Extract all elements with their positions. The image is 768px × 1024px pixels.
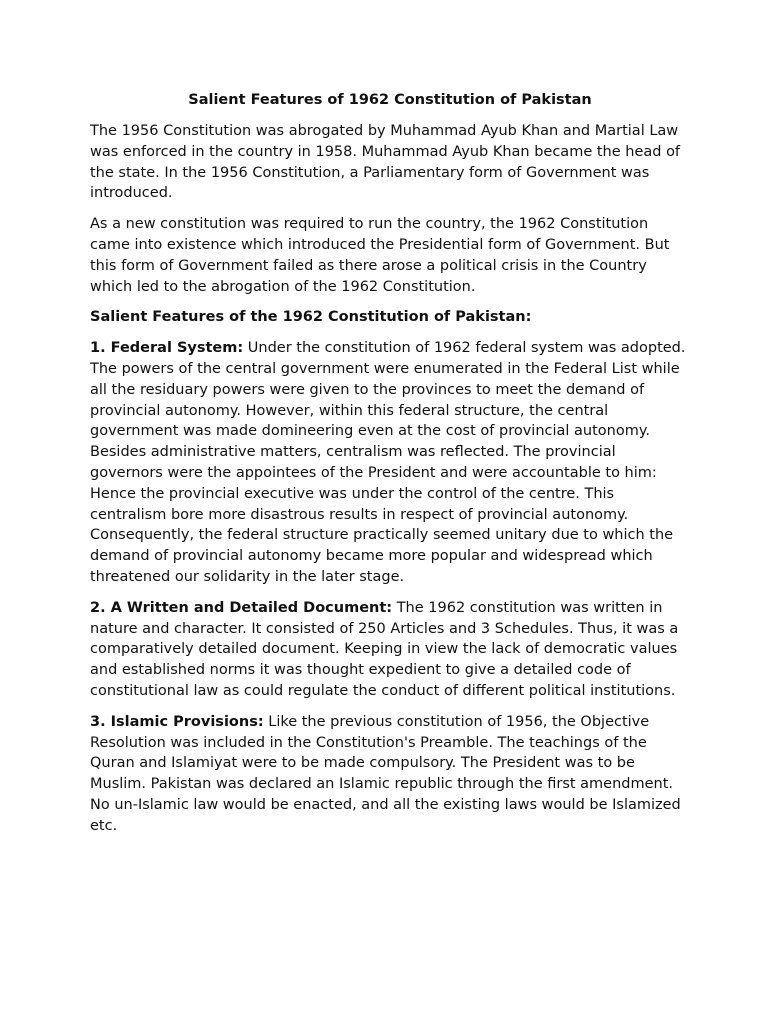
feature-heading: 2. A Written and Detailed Document: xyxy=(90,599,393,616)
feature-islamic-provisions xyxy=(90,712,690,837)
feature-federal-system xyxy=(90,338,690,588)
feature-text: Under the constitution of 1962 federal system was adopted. The powers of the central government were enumerated in the Federal List while all the residuary powers were given to the provinces to meet the demand of provincial autonomy. However, within this federal structure, the central government was made domineering even at the cost of provincial autonomy. Besides administrative matters, centralism was reflected. The provincial governors were the appointees of the President and were accountable to him: Hence the provincial executive was under the control of the centre. This centralism bore more disastrous results in respect of provincial autonomy. Consequently, the federal structure practically seemed unitary due to which the demand of provincial autonomy became more popular and widespread which threatened our solidarity in the later stage. xyxy=(90,340,686,585)
feature-heading: 3. Islamic Provisions: xyxy=(90,713,264,730)
intro-paragraph-2: As a new constitution was required to run the country, the 1962 Constitution came into existence which introduced the Presidential form of Government. But this form of Government failed as there arose a political crisis in the Country which led to the abrogation of the 1962 Constitution. xyxy=(90,216,670,295)
document-page xyxy=(90,90,690,847)
feature-text: Like the previous constitution of 1956, the Objective Resolution was included in the Constitution's Preamble. The teachings of the Quran and Islamiyat were to be made compulsory. The President was to be Muslim. Pakistan was declared an Islamic republic through the first amendment. No un-Islamic law would be enacted, and all the existing laws would be Islamized etc. xyxy=(90,713,681,834)
feature-written-document xyxy=(90,598,690,702)
section-heading: Salient Features of the 1962 Constitution of Pakistan: xyxy=(90,309,532,326)
feature-heading: 1. Federal System: xyxy=(90,340,244,357)
document-title: Salient Features of 1962 Constitution of Pakistan xyxy=(188,92,592,108)
intro-paragraph-1: The 1956 Constitution was abrogated by Muhammad Ayub Khan and Martial Law was enforced in the country in 1958. Muhammad Ayub Khan became the head of the state. In the 1956 Constitution, a Parliamentary form of Government was introduced. xyxy=(90,123,681,202)
feature-text: The 1962 constitution was written in nature and character. It consisted of 250 Articles and 3 Schedules. Thus, it was a comparatively detailed document. Keeping in view the lack of democratic values and established norms it was thought expedient to give a detailed code of constitutional law as could regulate the conduct of different political institutions. xyxy=(90,599,679,699)
